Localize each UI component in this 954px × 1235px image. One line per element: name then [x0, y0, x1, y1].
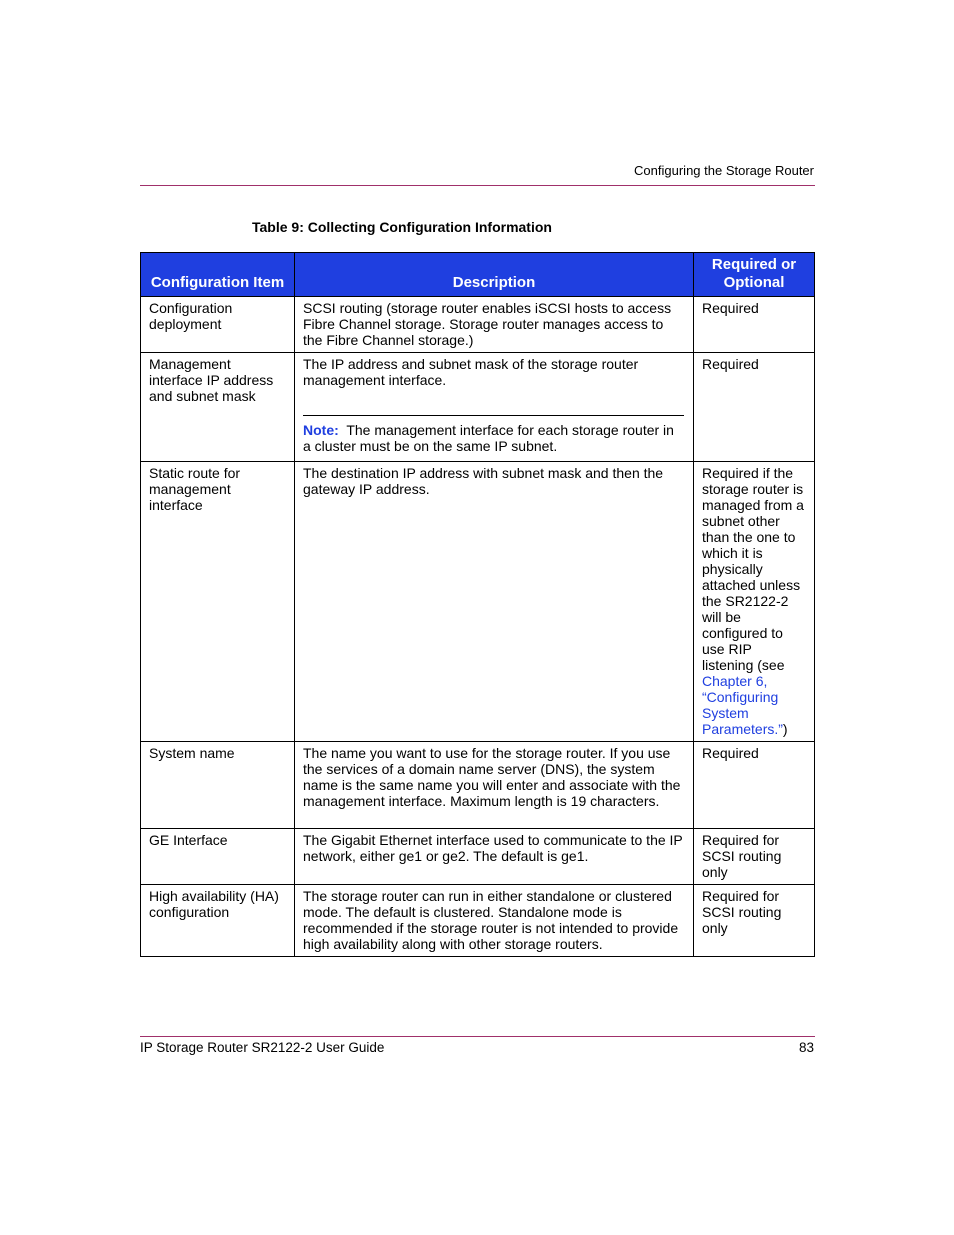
cell-item: High availability (HA) configuration	[141, 885, 295, 957]
column-header-description: Description	[295, 253, 694, 297]
running-head: Configuring the Storage Router	[634, 163, 814, 178]
cell-required: Required for SCSI routing only	[694, 829, 815, 885]
cell-required: Required	[694, 353, 815, 462]
table-row	[141, 353, 815, 462]
table-row	[141, 885, 815, 957]
cell-required: Required for SCSI routing only	[694, 885, 815, 957]
cell-item: Static route for management interface	[141, 462, 295, 742]
required-suffix: )	[782, 721, 788, 737]
cell-description: The Gigabit Ethernet interface used to communicate to the IP network, either ge1 or ge2. The default is ge1.	[295, 829, 694, 885]
footer-rule	[140, 1036, 815, 1037]
cell-required	[694, 462, 815, 742]
table-row	[141, 829, 815, 885]
table-header-row	[141, 253, 815, 297]
cell-item: System name	[141, 742, 295, 829]
page-number: 83	[798, 1040, 814, 1055]
cell-description	[295, 353, 694, 462]
footer-title: IP Storage Router SR2122-2 User Guide	[140, 1040, 385, 1055]
table-row	[141, 462, 815, 742]
note-text: The management interface for each storage router in a cluster must be on the same IP subnet.	[303, 422, 674, 454]
cell-item: Management interface IP address and subnet mask	[141, 353, 295, 462]
description-text: The IP address and subnet mask of the storage router management interface.	[303, 356, 639, 388]
cell-description: The destination IP address with subnet mask and then the gateway IP address.	[295, 462, 694, 742]
column-header-required: Required or Optional	[694, 253, 815, 297]
note	[303, 422, 685, 454]
cell-required: Required	[694, 742, 815, 829]
note-divider	[303, 415, 684, 416]
cell-description: The name you want to use for the storage router. If you use the services of a domain name server (DNS), the system name is the same name you will enter and associate with the management interface. Maximum length is 19 characters.	[295, 742, 694, 829]
required-text: Required if the storage router is managed from a subnet other than the one to which it is physically attached unless the SR2122-2 will be configured to use RIP listening (see	[702, 465, 804, 673]
cell-description: SCSI routing (storage router enables iSCSI hosts to access Fibre Channel storage. Storage router manages access to the Fibre Channel storage.)	[295, 297, 694, 353]
table-row	[141, 742, 815, 829]
cell-item: Configuration deployment	[141, 297, 295, 353]
note-label: Note:	[303, 422, 339, 438]
table-caption: Table 9: Collecting Configuration Information	[252, 219, 552, 235]
header-rule	[140, 185, 815, 186]
table-row	[141, 297, 815, 353]
configuration-table	[140, 252, 815, 957]
cell-required: Required	[694, 297, 815, 353]
cell-description: The storage router can run in either standalone or clustered mode. The default is clustered. Standalone mode is recommended if the storage router is not intended to provide high availability along with other storage routers.	[295, 885, 694, 957]
column-header-item: Configuration Item	[141, 253, 295, 297]
chapter-6-link[interactable]: Chapter 6, “Configuring System Parameters.”	[702, 673, 783, 737]
cell-item: GE Interface	[141, 829, 295, 885]
